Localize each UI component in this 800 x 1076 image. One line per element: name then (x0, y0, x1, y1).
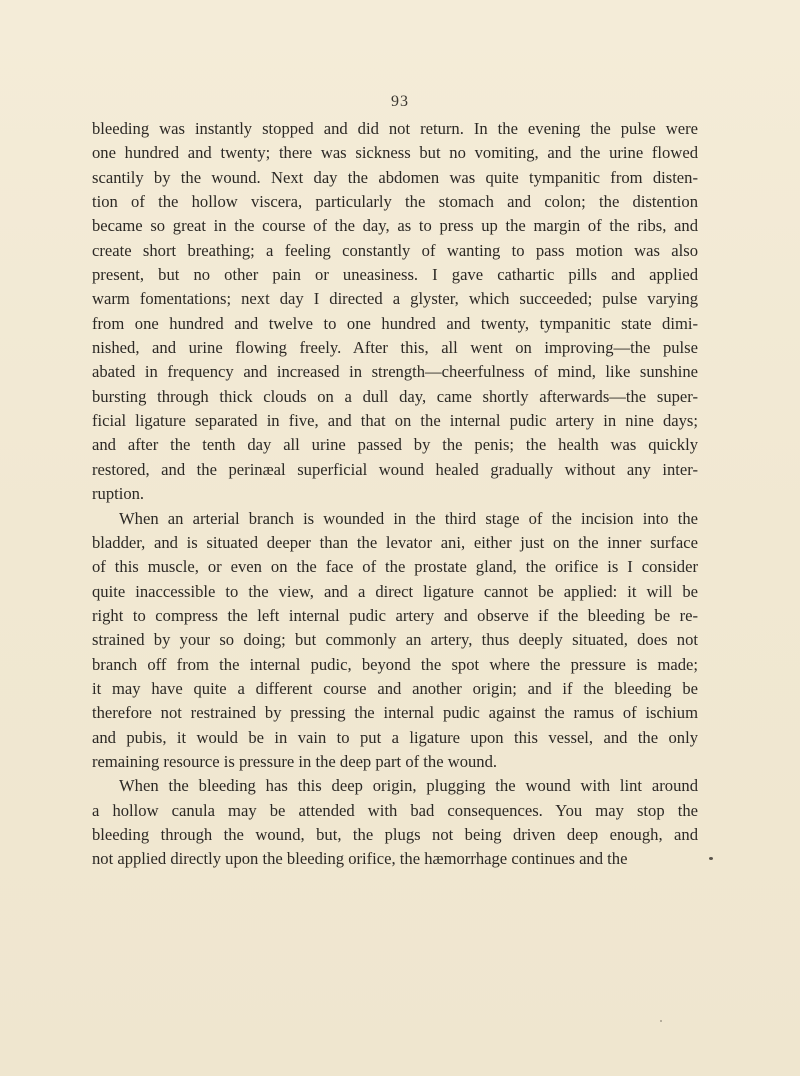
text-line: create short breathing; a feeling constantly of wanting to pass motion was also (92, 240, 698, 260)
paragraph-start: When the bleeding has this deep origin, plugging the wound with lint around (119, 776, 698, 796)
text-line: ficial ligature separated in five, and that on the internal pudic artery in nine days; (92, 411, 698, 431)
text-line: and pubis, it would be in vain to put a ligature upon this vessel, and the only (92, 727, 698, 747)
text-line: bursting through thick clouds on a dull day, came shortly afterwards—the super- (92, 386, 698, 406)
text-line: tion of the hollow viscera, particularly the stomach and colon; the distention (92, 192, 698, 212)
text-line: quite inaccessible to the view, and a direct ligature cannot be applied: it will be (92, 581, 698, 601)
body-text (92, 117, 698, 872)
text-line: therefore not restrained by pressing the internal pudic against the ramus of ischium (92, 703, 698, 723)
text-line: of this muscle, or even on the face of the prostate gland, the orifice is I consider (92, 557, 698, 577)
text-line: warm fomentations; next day I directed a glyster, which succeeded; pulse varying (92, 289, 698, 309)
text-line: restored, and the perinæal superficial wound healed gradually without any inter- (92, 459, 698, 479)
text-line: a hollow canula may be attended with bad consequences. You may stop the (92, 800, 698, 820)
text-line: bladder, and is situated deeper than the levator ani, either just on the inner surface (92, 532, 698, 552)
paragraph-start: When an arterial branch is wounded in the third stage of the incision into the (119, 508, 698, 528)
text-line: remaining resource is pressure in the deep part of the wound. (92, 751, 498, 771)
text-line: nished, and urine flowing freely. After this, all went on improving—the pulse (92, 338, 698, 358)
paper-speck (709, 857, 713, 860)
text-line: abated in frequency and increased in strength—cheerfulness of mind, like sunshine (92, 362, 698, 382)
text-line: bleeding through the wound, but, the plugs not being driven deep enough, and (92, 824, 698, 844)
text-line: strained by your so doing; but commonly an artery, thus deeply situated, does not (92, 630, 698, 650)
text-line: right to compress the left internal pudic artery and observe if the bleeding be re- (92, 605, 698, 625)
text-line: bleeding was instantly stopped and did not return. In the evening the pulse were (92, 119, 698, 138)
text-line: from one hundred and twelve to one hundred and twenty, tympanitic state dimi- (92, 313, 698, 333)
text-line: it may have quite a different course and another origin; and if the bleeding be (92, 678, 698, 698)
text-line: and after the tenth day all urine passed by the penis; the health was quickly (92, 435, 698, 455)
text-line: not applied directly upon the bleeding orifice, the hæmorrhage continues and the (92, 849, 628, 869)
text-line: scantily by the wound. Next day the abdomen was quite tympanitic from disten- (92, 167, 698, 187)
text-line: branch off from the internal pudic, beyond the spot where the pressure is made; (92, 654, 698, 674)
text-line: one hundred and twenty; there was sickness but no vomiting, and the urine flowed (92, 143, 698, 163)
text-line: became so great in the course of the day, as to press up the margin of the ribs, and (92, 216, 698, 236)
paper-speck (660, 1020, 662, 1022)
text-line: present, but no other pain or uneasiness. I gave cathartic pills and applied (92, 265, 698, 285)
text-line: ruption. (92, 484, 145, 504)
page-number: 93 (391, 93, 409, 110)
